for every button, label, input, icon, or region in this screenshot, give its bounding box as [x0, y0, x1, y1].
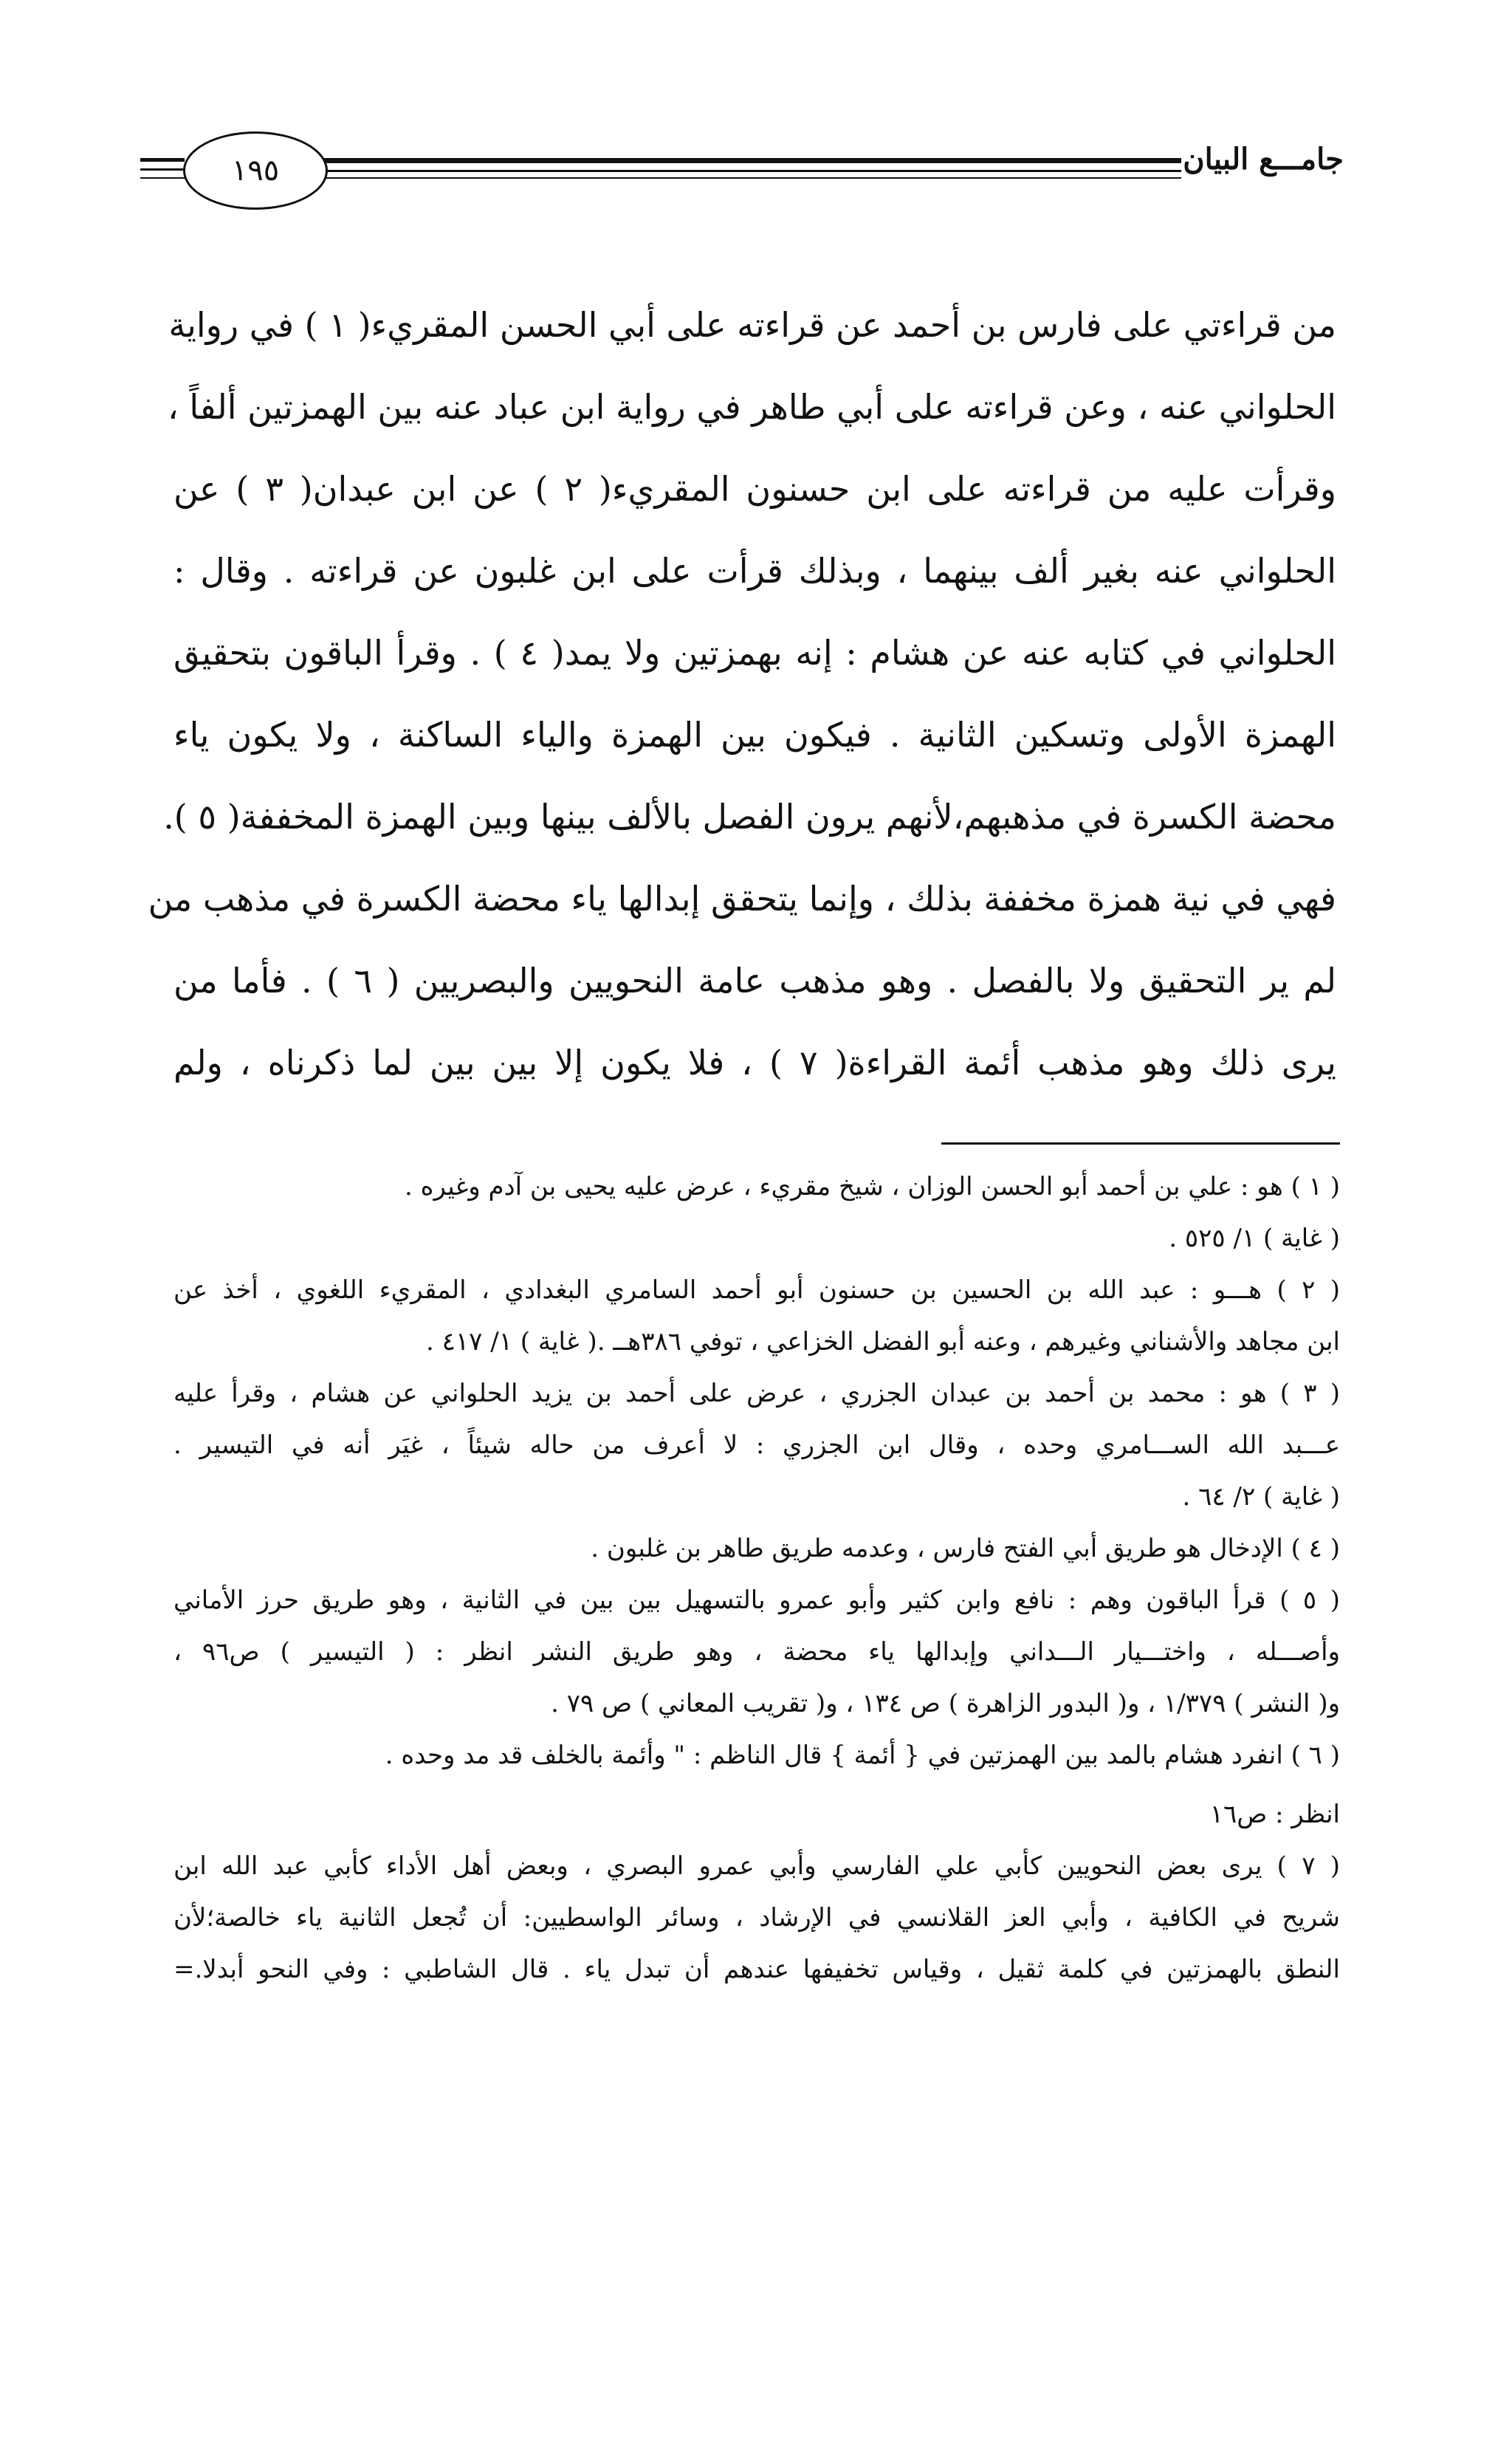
footnote-line: عـــبد الله الســـامري وحده ، وقال ابن الجزري : لا أعرف من حاله شيئاً ، غيَر أنه في التيسير . — [173, 1430, 1340, 1460]
footnote-separator — [941, 1142, 1340, 1145]
footnote-line: ( ٤ ) الإدخال هو طريق أبي الفتح فارس ، وعدمه طريق طاهر بن غلبون . — [591, 1534, 1340, 1563]
footnote-line: شريح في الكافية ، وأبي العز القلانسي في الإرشاد ، وسائر الواسطيين: أن تُجعل الثانية ياء خالصة؛لأن — [173, 1903, 1340, 1933]
main-text — [148, 284, 1337, 1104]
footnotes — [173, 1161, 1340, 1995]
footnote-line: ( ٢ ) هـــو : عبد الله بن الحسين بن حسنون أبو أحمد السامري البغدادي ، المقريء اللغوي ، أخذ عن — [173, 1275, 1340, 1305]
header-rule — [317, 177, 1181, 179]
header-rule-left — [140, 168, 185, 171]
text-line: يرى ذلك وهو مذهب أئمة القراءة( ٧ ) ، فلا يكون إلا بين بين لما ذكرناه ، ولم — [173, 1043, 1336, 1083]
footnote-line: ( ٦ ) انفرد هشام بالمد بين الهمزتين في { أئمة } قال الناظم : " وأئمة بالخلف قد مد وحده . — [385, 1741, 1340, 1770]
text-line: محضة الكسرة في مذهبهم،لأنهم يرون الفصل بالألف بينها وبين الهمزة المخففة( ٥ ). — [163, 797, 1336, 837]
page-number: ١٩٥ — [183, 131, 328, 210]
header-rule — [317, 158, 1181, 163]
header-rule-left — [140, 177, 185, 179]
text-line: الهمزة الأولى وتسكين الثانية . فيكون بين الهمزة والياء الساكنة ، ولا يكون ياء — [173, 715, 1336, 755]
footnote-line: ( ٣ ) هو : محمد بن أحمد بن عبدان الجزري ، عرض على أحمد بن يزيد الحلواني عن هشام ، وقرأ عليه — [173, 1379, 1340, 1408]
footnote-line: انظر : ص١٦ — [1209, 1800, 1340, 1829]
footnote-line: وأصـــله ، واختـــيار الـــداني وإبدالها ياء محضة ، وهو طريق النشر انظر : ( التيسير ) ص٩٦ ، — [173, 1637, 1341, 1667]
text-line: الحلواني عنه بغير ألف بينهما ، وبذلك قرأت على ابن غلبون عن قراءته . وقال : — [173, 551, 1336, 591]
text-line: الحلواني في كتابه عنه عن هشام : إنه بهمزتين ولا يمد( ٤ ) . وقرأ الباقون بتحقيق — [173, 633, 1336, 673]
text-line: لم ير التحقيق ولا بالفصل . وهو مذهب عامة النحويين والبصريين ( ٦ ) . فأما من — [173, 961, 1336, 1001]
text-line: من قراءتي على فارس بن أحمد عن قراءته على أبي الحسن المقريء( ١ ) في رواية — [168, 305, 1336, 345]
footnote-line: و( النشر ) ١/٣٧٩ ، و( البدور الزاهرة ) ص ١٣٤ ، و( تقريب المعاني ) ص ٧٩ . — [551, 1689, 1340, 1718]
running-header — [140, 131, 1344, 213]
text-line: وقرأت عليه من قراءته على ابن حسنون المقريء( ٢ ) عن ابن عبدان( ٣ ) عن — [173, 469, 1337, 509]
footnote-line: ابن مجاهد والأشناني وغيرهم ، وعنه أبو الفضل الخزاعي ، توفي ٣٨٦هــ .( غاية ) ١/ ٤١٧ . — [426, 1327, 1340, 1357]
book-title: جامـــع البيان — [1183, 142, 1344, 176]
footnote-line: ( ٧ ) يرى بعض النحويين كأبي علي الفارسي وأبي عمرو البصري ، وبعض أهل الأداء كأبي عبد الله ابن — [173, 1851, 1340, 1881]
footnote-line: ( ٥ ) قرأ الباقون وهم : نافع وابن كثير وأبو عمرو بالتسهيل بين بين في الثانية ، وهو طريق حرز الأماني — [173, 1585, 1340, 1615]
footnote-line: ( ١ ) هو : علي بن أحمد أبو الحسن الوزان ، شيخ مقريء ، عرض عليه يحيى بن آدم وغيره . — [405, 1172, 1340, 1201]
footnote-line: ( غاية ) ٢/ ٦٤ . — [1182, 1482, 1340, 1512]
header-rule-left — [140, 158, 185, 162]
footnote-line: النطق بالهمزتين في كلمة ثقيل ، وقياس تخفيفها عندهم أن تبدل ياء . قال الشاطبي : وفي النحو أبدلا.= — [173, 1955, 1340, 1984]
footnote-line: ( غاية ) ١/ ٥٢٥ . — [1169, 1224, 1340, 1253]
text-line: فهي في نية همزة مخففة بذلك ، وإنما يتحقق إبدالها ياء محضة الكسرة في مذهب من — [148, 879, 1336, 919]
header-rule — [317, 170, 1181, 172]
text-line: الحلواني عنه ، وعن قراءته على أبي طاهر في رواية ابن عباد عنه بين الهمزتين ألفاً ، — [167, 387, 1336, 427]
